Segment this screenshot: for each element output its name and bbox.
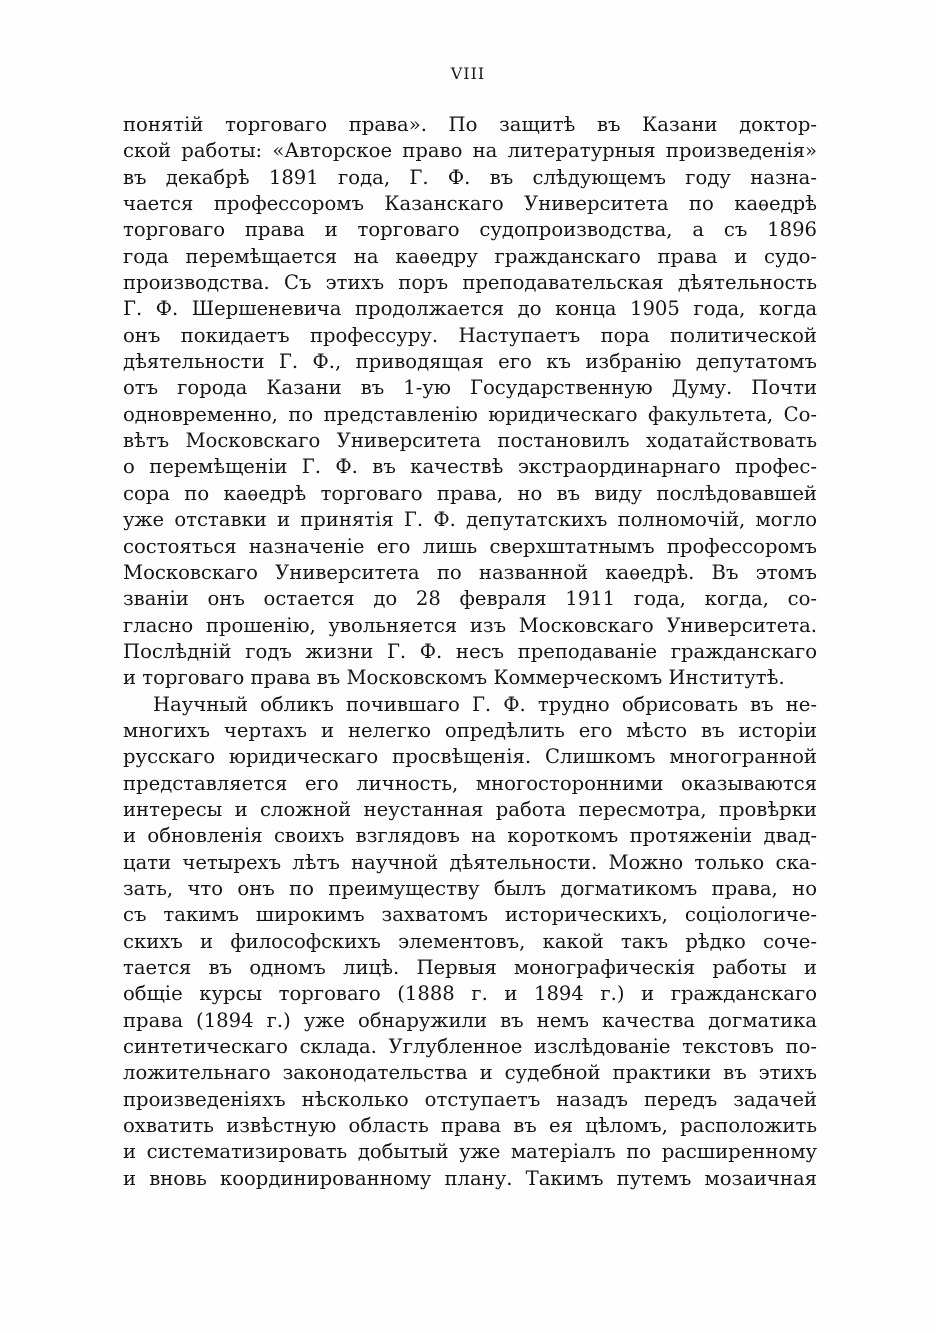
text-line: интересы и сложной неустанная работа пересмотра, провѣрки: [123, 797, 817, 821]
text-line: и торговаго права въ Московскомъ Коммерческомъ Институтѣ.: [123, 666, 785, 690]
text-line: года перемѣщается на каѳедру гражданскаго права и судо-: [123, 244, 817, 268]
text-line: чается профессоромъ Казанскаго Университета по каѳедрѣ: [123, 192, 817, 216]
text-line: съ такимъ широкимъ захватомъ историческихъ, соціологиче-: [123, 903, 817, 927]
text-line: ложительнаго законодательства и судебной практики въ этихъ: [123, 1061, 817, 1085]
text-line: общіе курсы торговаго (1888 г. и 1894 г.) и гражданскаго: [123, 982, 817, 1006]
text-line: уже отставки и принятія Г. Ф. депутатскихъ полномочій, могло: [123, 508, 817, 532]
text-line: и обновленія своихъ взглядовъ на короткомъ протяженіи двад-: [123, 824, 817, 848]
text-line: цати четырехъ лѣтъ научной дѣятельности. Можно только ска-: [123, 850, 817, 874]
text-line: онъ покидаетъ профессуру. Наступаетъ пора политической: [123, 323, 817, 347]
text-line: въ декабрѣ 1891 года, Г. Ф. въ слѣдующемъ году назна-: [123, 165, 817, 189]
text-line: о перемѣщеніи Г. Ф. въ качествѣ экстраординарнаго профес-: [123, 455, 817, 479]
text-line: и вновь координированному плану. Такимъ путемъ мозаичная: [123, 1166, 817, 1190]
text-line: Московскаго Университета по названной каѳедрѣ. Въ этомъ: [123, 560, 817, 584]
text-line: охватить извѣстную область права въ ея цѣломъ, расположить: [123, 1114, 817, 1138]
text-line: скихъ и философскихъ элементовъ, какой такъ рѣдко соче-: [123, 929, 817, 953]
text-line: тается въ одномъ лицѣ. Первыя монографическія работы и: [123, 956, 817, 979]
text-line: ской работы: «Авторское право на литературныя произведенія»: [123, 139, 817, 163]
text-line: синтетическаго склада. Углубленное изслѣдованіе текстовъ по-: [123, 1035, 817, 1059]
text-line: дѣятельности Г. Ф., приводящая его къ избранію депутатомъ: [123, 350, 817, 374]
text-line: отъ города Казани въ 1-ую Государственную Думу. Почти: [123, 376, 817, 400]
text-line: понятій торговаго права». По защитѣ въ Казани доктор-: [123, 113, 817, 136]
text-line: произведеніяхъ нѣсколько отступаетъ назадъ передъ задачей: [123, 1087, 817, 1111]
text-line: представляется его личность, многосторонними оказываются: [123, 771, 817, 795]
body-text: [123, 112, 817, 1192]
text-line: производства. Съ этихъ поръ преподавательская дѣятельность: [123, 271, 817, 295]
text-line: вѣтъ Московскаго Университета постановилъ ходатайствовать: [123, 429, 817, 453]
text-line: Послѣдній годъ жизни Г. Ф. несъ преподаваніе гражданскаго: [123, 639, 817, 663]
text-line: и систематизировать добытый уже матеріалъ по расширенному: [123, 1140, 817, 1164]
page-number: VIII: [450, 64, 486, 83]
text-line: русскаго юридическаго просвѣщенія. Слишкомъ многогранной: [123, 745, 817, 769]
text-line: права (1894 г.) уже обнаружили въ немъ качества догматика: [123, 1008, 817, 1032]
text-line: одновременно, по представленію юридическаго факультета, Со-: [123, 402, 817, 426]
text-line: Г. Ф. Шершеневича продолжается до конца 1905 года, когда: [123, 297, 817, 321]
text-line: зать, что онъ по преимуществу былъ догматикомъ права, но: [123, 876, 817, 900]
text-line: сора по каѳедрѣ торговаго права, но въ виду послѣдовавшей: [123, 481, 817, 505]
text-line: Научный обликъ почившаго Г. Ф. трудно обрисовать въ не-: [153, 692, 817, 716]
text-line: торговаго права и торговаго судопроизводства, а съ 1896: [123, 218, 817, 242]
text-line: многихъ чертахъ и нелегко опредѣлить его мѣсто въ исторіи: [123, 718, 817, 742]
text-line: гласно прошенію, увольняется изъ Московскаго Университета.: [123, 613, 817, 637]
text-line: званіи онъ остается до 28 февраля 1911 года, когда, со-: [123, 587, 817, 611]
text-line: состояться назначеніе его лишь сверхштатнымъ профессоромъ: [123, 534, 817, 558]
